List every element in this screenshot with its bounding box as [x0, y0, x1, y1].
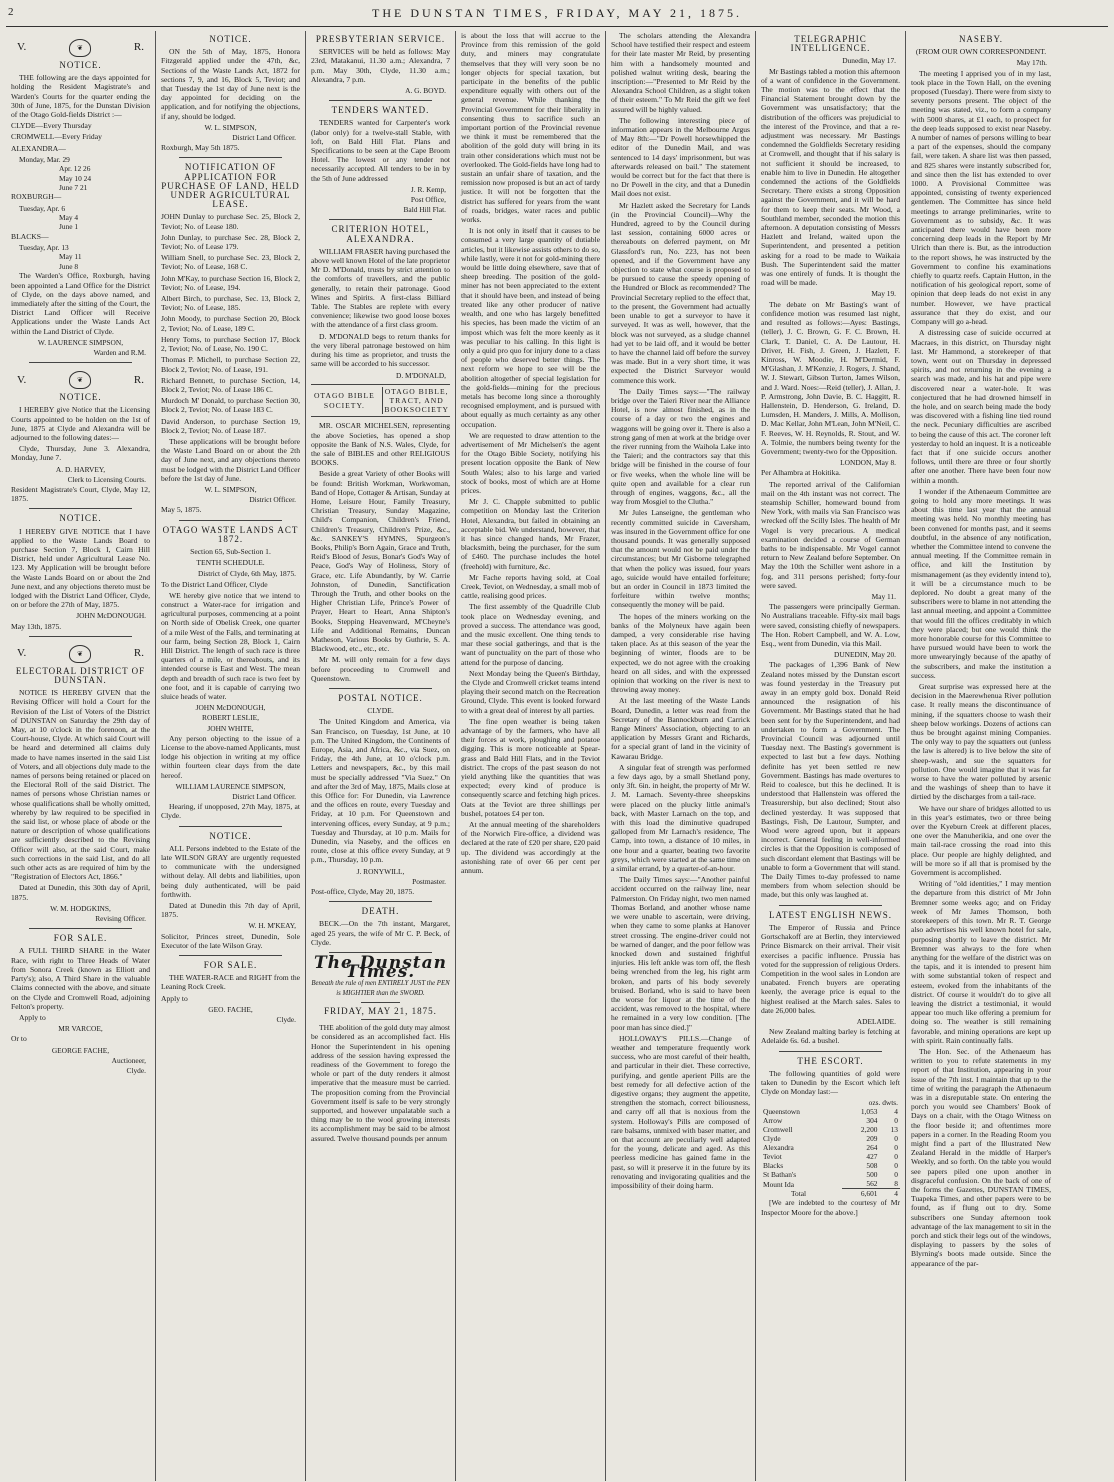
article-paragraph: The reported arrival of the Californian mail on the 4th instant was not correct. The steamship Schiller, homeward bound from New York, with mails via San Francisco was wrecked off the Scilly Isles. The health of Mr Vogel is very precarious. A medical examination decided a course of German baths to be indispensable. Mr Vogel cannot return to New Zealand before September. On May the 10th the Schiller went ashore in a fog, and 311 persons perished; forty-four were saved. [761, 479, 900, 590]
divider [179, 157, 282, 158]
signature-title: District Land Officer. [232, 133, 296, 143]
postal-body: The United Kingdom and America, via San Francisco, on Tuesday, 1st June, at 10 p.m. The United Kingdom, the Continents of Europe, Asia, and Africa, &c., via Suez, on Friday, the 4th June, at 10 o'clock p.m. Letters and newspapers, &c., by this mail must be specially addressed "Via Suez." On and after the 3rd of May, 1875, Mails close at this Office for: For Dunedin, via Lawrence and the offices en route, every Tuesday and Friday, at 10 p.m. For Queenstown and intervening offices, every Sunday, at 9 p.m.; Tuesday and Thursday, at 10 p.m. Mails for Dunedin, via Naseby, and the offices en route, close at this office every Sunday, at 9 p.m., Thursday, 10 p.m. [311, 717, 450, 865]
telegraphic-heading: TELEGRAPHIC INTELLIGENCE. [790, 34, 871, 54]
royal-crest: V. ❦ R. [17, 371, 144, 389]
divider [329, 219, 432, 220]
signature: JOHN McDONOUGH. [76, 611, 146, 621]
article-paragraph: Great surprise was expressed here at the decision in the Maerewhenua River pollution case. It really means the discontinuance of mining, if the squatters choose to wash their sheep below workings. Dozens of actions can thus be brought against mining Companies. The only way to pay the squatters out (unless the law is altered) is to live below the site of sheep-wash, and sue the squatters for pollution. One would imagine that it was far worse to have the water polluted by arsenic and the washings of sheep than to have it dirtied by the discharges from a tail-race. [911, 682, 1051, 802]
dateline: May 11. [871, 591, 896, 601]
naseby-sub: (FROM OUR OWN CORRESPONDENT. [915, 47, 1047, 57]
bible-footer: Mr M. will only remain for a few days before proceeding to Cromwell and Queenstown. [311, 655, 450, 683]
waste-lands-body: WE hereby give notice that we intend to construct a Water-race for irrigation and agricultural purposes, commencing at a point on North side of Obelisk Creek, one quarter of a mile West of the Falls, and terminating at our farm, being Section 28, Block 1, Cairn Hill District. The length of such race is three quarters of a mile, or thereabouts, and its intended course is East and West. The mean depth and breadth of such race is two feet by one foot, and it is capable of carrying two sluice heads of water. [161, 590, 300, 701]
article-paragraph: The first assembly of the Quadrille Club took place on Wednesday evening, and proved a success. The attendance was good, and the music excellent. One thing tends to mar these social gatherings, and that is the want of punctuality on the part of those who attend for the purpose of dancing. [461, 602, 600, 667]
table-cell: 209 [866, 1134, 878, 1144]
list-item: John Moody, to purchase Section 20, Block 2, Teviot; No. of Lease, 189 C. [161, 314, 300, 333]
article-paragraph: The debate on Mr Basting's want of confidence motion was resumed last night, and resulted as follows:—Ayes: Bastings, (teller), J. C. Brown, G. F. C. Brown, H. Clark, T. Daniel, C. A. De Lautour, H. Driver, H. Fish, J. Green, J. Hazlett, F. Kinross, W. Moodie, H. M'Dermid, F. M'Glashan, J. M'Kenzie, J. Rogers, J. Shand, W. J. Stewart, Gibson Turton, James Wilson, and J. Ward. Noes:—Reid (teller), J. Allan, J. P. Armstrong, John Davie, B. C. Haggitt, R. Hallenstein, D. Henderson, G. Ireland, D. Lumsden, H. Manders, J. Mills, A. Mollison, D. Mac Kellar, John M'Lean, John M'Neil, C. F. Reeves, W. H. Reynolds, R. Stout, and W. A. Tolmie, the numbers being twenty for the Government; twenty-two for the Opposition. [761, 299, 900, 456]
table-cell: 264 [866, 1143, 878, 1153]
article-paragraph: A distressing case of suicide occurred at Macraes, in this district, on Thursday night last. Mr Hammond, a storekeeper of that town, went out on Thursday in depressed spirits, and not returning in the evening a search was made, and his hat and pipe were discovered near a water-hole. It was conjectured that he had drowned himself in the hole, and on search being made the body was discovered with a fishing line tied round the neck. Pecuniary difficulties are ascribed to being the cause of this act. The coroner left yesterday to hold an inquest. It is a noticeable fact that if one suicide occurs another follows, until there are three or four shortly after one another. There have been four now within a month. [911, 328, 1051, 485]
divider [179, 826, 282, 827]
signature-title: Auctioneer, [111, 1055, 146, 1065]
signature: J. RONYWILL, [356, 866, 405, 876]
table-cell: 8 [894, 1179, 898, 1189]
table-cell: 0 [894, 1143, 898, 1153]
postal-date: Post-office, Clyde, May 20, 1875. [311, 887, 415, 897]
application-date: May 5, 1875. [161, 505, 202, 515]
divider [179, 955, 282, 956]
court-alexandra: ALEXANDRA— [11, 143, 66, 153]
article-paragraph: Mr Jules Lanseigne, the gentleman who recently committed suicide in Caversham, was insured in the Government office for one thousand pounds. It was generally supposed that the amount would not be paid under the circumstances; but Mr Gisborne telegraphed that when the policy was issued, four years ago, suicide would have entailed forfeiture; but an order in Council in 1873 limited the forfeiture within twelve months; consequently the money will be paid. [611, 508, 750, 610]
signature: W. LAURENCE SIMPSON, [37, 337, 124, 347]
notice-date: Dated at Dunedin this 7th day of April, 1875. [161, 901, 300, 920]
table-header: ozs. dwts. [868, 1098, 898, 1108]
list-item: Albert Birch, to purchase, Sec. 13, Block 2, Teviot; No. of Lease, 185. [161, 294, 300, 313]
waste-lands-hearing: Hearing, if unopposed, 27th May, 1875, at Clyde. [161, 802, 300, 821]
table-cell: 1,053 [860, 1107, 878, 1117]
list-item: Murdoch M' Donald, to purchase Section 30, Block 2, Teviot; No. of Lease 183 C. [161, 396, 300, 415]
signature: JOHN WHITE, [207, 723, 254, 733]
escort-intro: The following quantities of gold were taken to Dunedin by the Escort which left Clyde on Monday last:— [761, 1068, 900, 1097]
table-cell: 6,601 [842, 1189, 879, 1199]
notice-body: I HEREBY GIVE NOTICE that I have applied to the Waste Lands Board to purchase Section 7, Block I, Cairn Hill District, held under Agricultural Lease No. 123. My Application will be brought before the Waste Lands Board on or about the 2nd June next, and any objections thereto must be lodged with the District Land Officer, Clyde, on or before the 27th of May, 1875. [11, 526, 150, 610]
signature: MR VARCOE, [58, 1024, 103, 1034]
waste-lands-objection: Any person objecting to the issue of a License to the above-named Applicants, must lodge his objection in writing at my office within fourteen clear days from the date hereof. [161, 733, 300, 780]
signature: A. D. HARVEY, [55, 464, 106, 474]
list-item: Thomas P. Michell, to purchase Section 22, Block 2, Teviot; No. of Lease, 191. [161, 355, 300, 374]
waste-lands-heading: OTAGO WASTE LANDS ACT 1872. [162, 524, 299, 544]
court-cromwell: CROMWELL—Every Friday [11, 132, 102, 142]
waste-lands-schedule: TENTH SCHEDULE. [196, 558, 265, 568]
article-paragraph: The Hon. Sec. of the Athenaeum has written to you to refute statements in my report of that Institution, appearing in your issue of the 7th inst. I maintain that up to the time of writing the paragraph the Athenaeum was in a disreputable state. On entering the porch you would see Chambers' Book of Days on a chair, with the Otago Witness on the floor beside it; and oftentimes more papers in a corner. In the Reading Room you might find a part of the Illustrated New Zealand Herald in the middle of Harper's Weekly, and so forth. On the table you would see papers piled one upon another in disgraceful confusion. On the back of one of the forms the Gazettes, DUNSTAN TIMES, Tuapeka Times, and other papers were to be found, as if flung out to dry. Some subscribers one Sunday afternoon took advantage of the lax management to sit in the porch and stick their legs out of the windows, displaying to passers by the soles of Blyrning's boots made outside. Since the appearance of the par- [911, 1046, 1051, 1268]
court-clyde: CLYDE—Every Thursday [11, 121, 92, 131]
court-blacks: BLACKS— [11, 231, 49, 241]
table-cell: 0 [894, 1161, 898, 1171]
divider [329, 100, 432, 101]
article-paragraph: The packages of 1,396 Bank of New Zealand notes missed by the Dunstan escort was found yesterday in the Treasury put away in an empty gold box. Donald Reid announced the resignation of his Government. Mr Bastings stated that he had been sent for by the Superintendent, and had undertaken to form a Government. The Provincial Council was adjourned until Tuesday next. The Basting's government is expected to last but a few days. Nothing definite has yet been settled re new Government. Bastings has made overtures to Reid to coalesce, but this he declined. It is understood that Hallenstein was offered the Treasurership, but also declined; Stout also declined yesterday. It was supposed that Bastings, Fish, De Lautour, Sumpter, and Wood were agreed upon, but it appears incorrect. General feeling in well-informed circles is that the Opposition is composed of such discordant element that Bastings will be unable to form a Government that will stand. The Daily Times to-day professed to name members from whom selection should be made, but this only was laughed at. [761, 660, 900, 900]
table-cell: 0 [894, 1116, 898, 1126]
crest-icon: ❦ [69, 645, 91, 663]
table-row [761, 1179, 900, 1189]
signature: GEORGE FACHE, [51, 1045, 110, 1055]
bible-society-left: OTAGO BIBLE SOCIETY. [313, 391, 375, 410]
waste-lands-district: District of Clyde, 6th May, 1875. [197, 569, 296, 579]
masthead-title: THE DUNSTAN TIMES, FRIDAY, MAY 21, 1875. [372, 6, 742, 20]
date-item: May 4 [59, 213, 79, 223]
forsale-apply: Apply to [161, 993, 188, 1003]
signature: WILLIAM LAURENCE SIMPSON, [175, 781, 286, 791]
column-7 [906, 31, 1056, 1481]
signature-title: Warden and R.M. [93, 347, 146, 357]
crest-icon: ❦ [69, 39, 91, 57]
article-paragraph: The following interesting piece of information appears in the Melbourne Argus of May 8th:—"Dr Powell horsewhipped the editor of the Dunedin Mail, and was sentenced to 14 days' imprisonment, but was afterwards released on bail." The statement would be correct but for the fact that there is no Dr Powell in the city, and that a Dunedin Mail does not exist. [611, 115, 750, 199]
waste-lands-to: To the District Land Officer, Clyde [161, 579, 268, 589]
table-cell: 500 [866, 1170, 878, 1180]
signature: JOHN McDONOUGH, [195, 703, 266, 713]
dateline: Dunedin, May 17. [842, 56, 896, 66]
divider [29, 928, 132, 929]
table-row [761, 1161, 900, 1170]
article-paragraph: The Emperor of Russia and Prince Gortschakoff are at Berlin, they interviewed Prince Bismarck on their arrival. Their visit exercises a pacific influence. Prussia has voted for the suppression of religious Orders. Competition in the wool sales in London are unabated. French buyers are operating keenly, the average price is equal to the highest realised at the March sales. Sales to date 26,000 bales. [761, 922, 900, 1015]
signature: W. L. SIMPSON, [204, 484, 257, 494]
dateline-sub: Per Alhambra at Hokitika. [761, 468, 841, 478]
table-row [761, 1170, 900, 1179]
column-3 [306, 31, 456, 1481]
date-item: May 11 [59, 252, 82, 262]
signature-line: Post Office, [410, 195, 446, 205]
notice-body: THE following are the days appointed for holding the Resident Magistrate's and Warden's Courts for the quarter ending the 30th of June, 1875, for the Dunstan Division of the Otago Gold-fields District :— [11, 73, 150, 120]
royal-crest: V. ❦ R. [17, 39, 144, 57]
article-paragraph: At the annual meeting of the shareholders of the Norwich Fire-office, a dividend was declared at the rate of £20 per share, £20 paid up. The dividend was accordingly at the astonishing rate of over 66 per cent per annum. [461, 820, 600, 876]
electoral-date: Dated at Dunedin, this 30th day of April, 1875. [11, 883, 150, 902]
signature: W. L. SIMPSON, [204, 122, 257, 132]
date-item: May 10 24 [59, 173, 92, 183]
english-news-heading: LATEST ENGLISH NEWS. [768, 909, 893, 920]
date-item: Tuesday, Apr. 13 [19, 243, 69, 253]
article-paragraph: The scholars attending the Alexandra School have testified their respect and esteem for their late master Mr Reid, by presenting him with a handsomely mounted and polished walnut writing desk, bearing the inscription:—"Presented to Mr Reid by the Alexandra School Children, as a slight token of their esteem." To Mr Reid the gift we feel assured will be highly valued. [611, 31, 750, 114]
divider [29, 636, 132, 637]
date-item: June 7 21 [59, 183, 88, 193]
paper-title: The Dunstan Times. [313, 953, 447, 983]
column-2 [156, 31, 306, 1481]
article-paragraph: HOLLOWAY'S PILLS.—Change of weather and temperature frequently work success, who are most careful of their health, and particular in their diet. These corrective, purifying, and gentle aperient Pills are the best remedy for all defective action of the digestive organs; they augment the appetite, strengthen the stomach, correct biliousness, and carry off all that is noxious from the system. Holloway's Pills are composed of rare balsams, unmixed with baser matter, and on that account are peculiarly well adapted for the young, delicate and aged. As this peerless medicine has gained fame in the past, so will it preserve it in the future by its renovating and invigorating qualities and the impossibility of their doing harm. [611, 1033, 750, 1190]
application-list [161, 212, 300, 434]
notice-heading: NOTICE. [59, 513, 102, 524]
article-paragraph: Mr Bastings tabled a motion this afternoon of a want of confidence in the Government. The motion was to the effect that the Financial Statement brought down by the Government was unsatisfactory; that the distribution of the officers was prejudicial to the interest of the Province, and that a re-adjustment was necessary. Mr Bastings condemned the Goldfields Secretary residing at Cromwell, and thought that if his salary is not sufficient it should be increased, to enable him to live in Dunedin. He altogether condemned the actions of the Goldfields Secretary. There exists a strong Opposition against the Government, and it will be hard for them to keep their seats. Mr Wood, a Southland member, seconded the motion this afternoon. A deputation consisting of Messrs Hazlett and Ireland, waited upon the Superintendent, and presented a petition asking for a road to be made to Waikaia Bush. The Superintendent said the matter was one entirely of funds. It is thought the road will be made. [761, 66, 900, 288]
tenders-body: TENDERS wanted for Carpenter's work (labor only) for a twelve-stall Stable, with loft, on Bald Hill Flat. Plans and Specifications to be seen at the Cape Broom Hotel. The lowest or any tender not necessarily accepted. All tenders to be in by the 5th of June addressed [311, 118, 450, 183]
table-cell: 4 [879, 1189, 900, 1199]
article-paragraph: At the last meeting of the Waste Lands Board, Dunedin, a letter was read from the Secretary of the Bannockburn and Carrick Range Miners' Association, objecting to an application by Messrs Grant and Richards, for a special grant of land in the vicinity of Kawarau Bridge. [611, 696, 750, 761]
article-paragraph: Writing of "old identities," I may mention the departure from this district of Mr John Bremner some weeks ago; and on Friday week of Mr James Thomson, both storekeepers of this town. Mr R. T. George also advertises his well known hotel for sale, purposing shortly to leave the district. Mr Bremner was always to the fore when anything for the welfare of the district was on the tapis, and it is intended to present him with some substantial token of respect and esteem, evoked from the inhabitants of the district. Of course it wouldn't do to give all leaving the district a testimonial, it would appear too much like offering a premium for doing so. The weather is still remaining favorable, and mining operations are kept up with spirit. Rain continually falls. [911, 879, 1051, 1045]
table-total-row [761, 1189, 900, 1199]
list-item: John Dunlay, to purchase Sec. 28, Block 2, Teviot; No. of Lease 179. [161, 232, 300, 252]
editorial-date: FRIDAY, MAY 21, 1875. [324, 1005, 437, 1016]
presbyterian-body: SERVICES will be held as follows: May 23rd, Matakanui, 11.30 a.m.; Alexandra, 7 p.m. May 30th, Clyde, 11.30 a.m.; Alexandra, 7 p.m. [311, 47, 450, 84]
hotel-thanks: D. M'DONALD begs to return thanks for the very liberal patronage bestowed on him during his time as proprietor, and trusts the same will be accorded to his successor. [311, 331, 450, 369]
table-cell: Blacks [763, 1161, 784, 1171]
death-heading: DEATH. [361, 906, 400, 917]
table-row [761, 1116, 900, 1125]
divider [329, 688, 432, 689]
signature-title: District Land Officer. [232, 792, 296, 802]
presbyterian-heading: PRESBYTERIAN SERVICE. [315, 34, 446, 44]
wardens-office-text: The Warden's Office, Roxburgh, having been appointed a Land Office for the District of Clyde, on the days above named, and immediately after the sitting of the Court, the District Land Officer will Receive Applications under the Waste Lands Act within the Land District of Clyde. [11, 271, 150, 336]
electoral-heading: ELECTORAL DISTRICT OF DUNSTAN. [15, 665, 146, 685]
article-paragraph: Mr J. C. Chapple submitted to public competition on Monday last the Criterion Hotel, Alexandra, but failed in obtaining an acceptable bid. We understand, however, that it has since changed hands, Mr Frazer, blacksmith, being the purchaser, for the sum of £460. The purchase includes the hotel (freehold) with furniture, &c. [461, 497, 600, 571]
royal-crest: V. ❦ R. [17, 645, 144, 663]
notice-heading: NOTICE. [209, 830, 252, 841]
table-row [761, 1143, 900, 1152]
list-item: Henry Toms, to purchase Section 17, Block 2, Teviot; No. of Lease, No. 190 C. [161, 334, 300, 354]
notice-dates: Clyde, Thursday, June 3. Alexandra, Monday, June 7. [11, 444, 150, 463]
signature-title: District Officer. [249, 495, 296, 505]
table-cell: 427 [866, 1152, 878, 1162]
divider [29, 508, 132, 509]
notice-heading: NOTICE. [209, 34, 252, 44]
column-1 [6, 31, 156, 1481]
article-paragraph: Next Monday being the Queen's Birthday, the Clyde and Cromwell cricket teams intend playing their second match on the Recreation Ground, Clyde. This event is looked forward to with a great deal of interest by all parties. [461, 668, 600, 715]
forsale-body: A FULL THIRD SHARE in the Water Race, with right to Three Heads of Water from Sonora Creek (known as Elliott and Party's); also, A Third Share in the valuable Claims connected with the above, and situate on the Clyde and Cromwell Road, adjoining Felton's property. [11, 946, 150, 1011]
article-paragraph: New Zealand malting barley is fetching at Adelaide 6s. 6d. a bushel. [761, 1027, 900, 1046]
table-row [761, 1125, 900, 1134]
paper-motto: Beneath the rule of men ENTIRELY JUST the PEN is MIGHTIER than the SWORD. [311, 980, 450, 997]
article-paragraph: The meeting I apprised you of in my last, took place in the Town Hall, on the evening proposed (Tuesday). There were from sixty to seventy persons present. The object of the meeting was stated, viz., to form a company with 5000 shares, at £1 each, to prospect for the deep leads supposed to exist near Naseby. A number of names of persons willing to bear a part of the expenses, should the company fail, were taken. A share list was then passed, and 825 shares were instantly subscribed for, and since then the list has extended to over 1000. A Provisional Committee was appointed, consisting of twenty experienced gentlemen. The Committee has since held meetings to arrange preliminaries, write to Government as to subsidy, &c. It was anticipated there would have been more concerning deep leads in the Report by Mr Ulrich than there is. But, as the introduction to the report shows, he was instructed by the Government to confine his examinations chiefly to quartz reefs. Captain Hutton, in the notification of his geological report, some of opinion that deep leads do not exist in any number. However, we have practical assurance that they do exist, and our Company will go a-head. [911, 68, 1051, 327]
signature-title: Postmaster. [412, 876, 446, 886]
signature: ROBERT LESLIE, [202, 713, 259, 723]
forsale-or: Or to [11, 1034, 27, 1044]
forsale-apply: Apply to [19, 1012, 46, 1022]
column-4 [456, 31, 606, 1481]
signature: W. M. HODGKINS, [50, 903, 111, 913]
table-cell: St Bathan's [763, 1170, 797, 1180]
postal-heading: POSTAL NOTICE. [338, 693, 423, 703]
article-paragraph: is about the loss that will accrue to the Province from this remission of the gold duty, and miners may congratulate themselves that they will very soon be no longer objects for special taxation, but participate in the benefits of the public expenditure equally with others out of the general revenue. While thanking the Provincial Government for their liberality in consenting thus to sacrifice such an important portion of the Provincial revenue we think it must be remembered that the abolition of the gold duty will bring in its train other considerations which must not be overlooked. The Gold-fields have long had to sustain an unfair share of taxation, and the remission now proposed is but an act of tardy justice. It will not be forgotten that the district has suffered for years from the want of roads, bridges, water races and public works. [461, 31, 600, 225]
masthead [6, 4, 1108, 27]
date-item: Apr. 12 26 [59, 164, 91, 174]
table-row [761, 1152, 900, 1161]
table-cell: Cromwell [763, 1125, 793, 1135]
dateline: May 17th. [1016, 58, 1047, 68]
editorial-body: THE abolition of the gold duty may almost be considered as an accomplished fact. His Honor the Superintendent in his opening address of the session having expressed the readiness of the Government to forego the whole or part of the duty renders it almost imperative that the measure must be carried. The proposition coming from the Provincial Government itself is safe to be very strongly supported, and however unpalatable such a thing may be to the wool growing interests its accomplishment may be said to be almost assured. Twelve thousand pounds per annum [311, 1023, 450, 1143]
notice-body: ALL Persons indebted to the Estate of the late WILSON GRAY are urgently requested to communicate with the undersigned without delay. All debts and liabilities, upon being duly authenticated, will be paid forthwith. [161, 843, 300, 899]
signature: GEO. FACHE, [208, 1004, 253, 1014]
article-paragraph: Mr Hazlett asked the Secretary for Lands (in the Provincial Council)—Why the Hundred, agreed to by the Council during last session, containing 6000 acres or thereabouts on deferred payment, on Mr Glassford's run, No. 223, has not been opened, and if the Government have any objection to state what course is proposed to be pursued to cause the speedy opening of the Hundred or Block as recommended? The Provincial Secretary replied to the effect that, to the present, the Government had actually been unable to get a surveyor to have it surveyed. It was as well, however, that the block was not surveyed, as a sludge channel had yet to be laid off, and it would be better to have the channel laid off before the survey was made. But in a very short time, it was expected the District Surveyor would commence this work. [611, 200, 750, 385]
page-number: 2 [8, 6, 14, 18]
signature: J. R. Kemp, [410, 184, 446, 194]
notice-body: ON the 5th of May, 1875, Honora Fitzgerald applied under the 47th, &c, Sections of the Waste Lands Act, 1872 for sections 7, 9, and 16, Block 5, Teviot; and that Tuesday the 1st day of June next is the day appointed for deciding on the application, and for notifying the objections, if any, should be lodged. [161, 47, 300, 121]
electoral-body: NOTICE IS HEREBY GIVEN that the Revising Officer will hold a Court for the Revision of the List of Voters of the District of DUNSTAN on Saturday the 29th day of May, at 10 o'clock in the forenoon, at the Court-house, Clyde. At which said Court will be heard and determined all claims duly made to have names inserted in the said List of Voters, and all objections duly made to the names of persons being retained or placed on the Electoral Roll of the said District. The names of persons whose Christian names or whose qualifications shall be wholly omitted, whereby by law required to be specified in the said list, or whose place of abode or the nature or description of whose qualifications are sufficiently described to the Revising Officer will also, at the said Court, make such corrections in the said List, and do all such other acts as are required of him by the "Registration of Electors Act, 1866." [11, 688, 150, 882]
application-footer: These applications will be brought before the Waste Land Board on or about the 2th day of June next, and any objections thereto must be lodged with the District Land Officer before the 1st day of June. [161, 436, 300, 483]
notice-heading: NOTICE. [59, 60, 102, 70]
table-cell: 0 [894, 1134, 898, 1144]
signature-line: Bald Hill Flat. [403, 205, 446, 215]
article-paragraph: The Daily Times says:—"Another painful accident occurred on the railway line, near Palmerston. On Friday night, two men named Thomas Borland, and another whose name we were unable to ascertain, were driving, when they came to some planks at Hanover street crossing. The engine-driver could not be warned of danger, and the poor fellow was knocked down and sustained frightful injuries. His left ankle was torn off, the flesh being wrenched from the leg, his right arm broken, and parts of his body severely bruised. Borland, who is said to have been the worse for liquor at the time of the accident, was removed to the hospital, where he remained in a very low condition. [The poor man has since died.]" [611, 875, 750, 1032]
column-6 [756, 31, 906, 1481]
signature-title: Solicitor, Princes street, Dunedin, Sole Executor of the late Wilson Gray. [161, 931, 300, 950]
divider [361, 1019, 400, 1020]
table-cell: Mount Ida [763, 1179, 794, 1189]
table-cell: 2,200 [860, 1125, 878, 1135]
signature-title: Clerk to Licensing Courts. [67, 474, 146, 484]
table-row [761, 1107, 900, 1116]
list-item: David Anderson, to purchase Section 19, Block 2, Teviot; No. of Lease 187. [161, 416, 300, 435]
table-row [761, 1134, 900, 1143]
signature-title: Revising Officer. [95, 914, 146, 924]
article-paragraph: It is not only in itself that it causes to be consumed a very large quantity of dutiable articles, but it likewise assists others to do so, while lastly, were it not for gold-mining there would be little doing elsewhere, save that of sheep breeding. The position of the gold-miner has not been appreciated to the extent that it should have been, and instead of being treated like any other producer of native wealth, and one who has largely benefitted his species, has been made the victim of an impost which was felt the more keenly as it was peculiar to his calling. In this light is only a quid pro quo for injury done to a class of people who deserved better things. The next reform we hope to see will be the abolition altogether of special legislation for the gold-fields—mining for the precious metals has become long since a thoroughly recognised employment, and is pursued with about equally as much certainty as any other occupation. [461, 226, 600, 429]
table-cell: Teviot [763, 1152, 782, 1162]
forsale-heading: FOR SALE. [203, 960, 258, 971]
columns [6, 31, 1108, 1481]
date-item: June 8 [59, 261, 79, 271]
divider [29, 362, 132, 363]
table-cell: Arrow [763, 1116, 783, 1126]
dateline: ADELAIDE. [856, 1016, 896, 1026]
date-item: Monday, Mar. 29 [19, 154, 70, 164]
hotel-body: WILLIAM FRASER having purchased the above well known Hotel of the late proprietor Mr D. M'Donald, trusts by strict attention to the comforts of travellers, and the public generally, to retain their patronage. Good Wines and Spirits. A first-class Billiard Table. The Stables are replete with every convenience; likewise two good loose boxes with the attendance of a first class groom. [311, 246, 450, 330]
bible-body: MR. OSCAR MICHELSEN, representing the above Societies, has opened a shop opposite the Bank of N.S. Wales, Clyde, for the sale of BIBLES and other RELIGIOUS BOOKS. [311, 421, 450, 468]
signature: A. G. BOYD. [405, 86, 446, 96]
bible-body-books: Beside a great Variety of other Books will be found: British Workman, Workwoman, Band of Hope, Cottager & Artisan, Sunday at Home, Leisure Hour, Family Treasury, Christian Treasury, Sunday Magazine, Child's Companion, Children's Friend, Children's Treasury, Children's Prize, &c., &c. SANKEY'S HYMNS, Spurgeon's Books, Philip's Born Again, Grace and Truth, Reid's Blood of Jesus, Bonar's God's Way of Peace, God's Way of Holiness, Story of Grace, etc. Life Abundantly, by W. Carrie Johnston, of Dunedin, Sanctification Through the Truth, and other books on the Higher Christian Life, Prince's Power of Prayer, Heart to Heart, Anna Shipton's Books, Stepping Heavenward, M'Cheyne's Life and Additional Remains, Duncan Matheson, Various Books by Guthrie, S. A. Blackwood, etc., etc., etc. [311, 469, 450, 654]
bible-society-header [311, 384, 450, 418]
table-cell: 13 [890, 1125, 898, 1135]
table-cell: 508 [866, 1161, 878, 1171]
divider [329, 901, 432, 902]
signature-place: Clyde. [126, 1065, 146, 1075]
postal-sub: CLYDE. [367, 706, 394, 716]
table-cell: 4 [894, 1107, 898, 1117]
article-paragraph: The fine open weather is being taken advantage of by the farmers, who have all their forces at work, ploughing and potatoe digging. This is more noticeable at Spear-grass and Bald Hill Flats, and in the Teviot district. The crops of the past season do not yield anything like the quantities that was expected; every kind of produce is consequently scarce and fetching high prices. Oats at the Teviot are three shillings per bushel, potatoes £4 per ton. [461, 716, 600, 818]
notice-place: Roxburgh, May 5th 1875. [161, 143, 240, 153]
table-cell: 304 [866, 1116, 878, 1126]
table-cell: Alexandra [763, 1143, 794, 1153]
article-paragraph: The Daily Times says:—"The railway bridge over the Taieri River near the Alliance Hotel, is now almost finished, as in the course of a day or two the engines and waggons will be going over it. There is also a strong gang of men at work at the bridge over the river running from the Waihola Lake into the Taieri; and the contractors say that this bridge will be finished in the course of four or five weeks, when the whole line will be quite open and available for a clear run through of engines, waggons, &c., all the way from Mosgiel to the Clutha." [611, 386, 750, 507]
escort-footer: [We are indebted to the courtesy of Mr Inspector Moore for the above.] [761, 1198, 900, 1217]
hotel-heading: CRITERION HOTEL, ALEXANDRA. [331, 224, 430, 244]
dateline: LONDON, May 8. [840, 458, 896, 468]
dateline: May 19. [871, 289, 896, 299]
date-item: Tuesday, Apr. 6 [19, 203, 66, 213]
notice-date: May 13th, 1875. [11, 621, 62, 631]
crest-icon: ❦ [69, 371, 91, 389]
forsale-body: THE WATER-RACE and RIGHT from the Leaning Rock Creek. [161, 973, 300, 992]
article-paragraph: Mr Fache reports having sold, at Coal Creek, Teviot, on Wednesday, a small mob of cattle, realising good prices. [461, 572, 600, 601]
list-item: Richard Bennett, to purchase Section, 14, Block 2, Teviot; No. of Lease 186 C. [161, 375, 300, 394]
table-cell: 562 [866, 1179, 878, 1189]
waste-lands-section: Section 65, Sub-Section 1. [190, 546, 271, 556]
divider [779, 1051, 882, 1052]
table-cell: Clyde [763, 1134, 781, 1144]
divider [179, 520, 282, 521]
table-cell: 0 [894, 1170, 898, 1180]
divider [361, 1002, 400, 1003]
table-cell: Queenstown [763, 1107, 800, 1117]
application-heading: NOTIFICATION OF APPLICATION FOR PURCHASE OF LAND, HELD UNDER AGRICULTURAL LEASE. [161, 162, 300, 210]
article-paragraph: We are requested to draw attention to the advertisement of Mr Michelsen's the agent for the Otago Bible Society, notifying his present location opposite the Bank of New South Wales; also to his large and varied stock of books, most of which are at Home prices. [461, 430, 600, 495]
list-item: William Snell, to purchase Sec. 23, Block 2, Teviot; No. of Lease, 168 C. [161, 253, 300, 272]
table-cell: 0 [894, 1152, 898, 1162]
bible-society-right: OTAGO BIBLE, TRACT, AND BOOKSOCIETY [382, 387, 450, 415]
blacks-dates [11, 243, 150, 271]
notice-heading: NOTICE. [59, 392, 102, 403]
escort-table [761, 1098, 900, 1198]
forsale-heading: FOR SALE. [53, 933, 108, 944]
article-paragraph: I wonder if the Athenaeum Committee are going to hold any more meetings. It was about this time last year that the annual meeting was held. No monthly meeting has been convened for months past, and it seems doubtful, in the absence of any notification, whether the Committee intend to convene the annual meeting. If the Committee remain in office, and kill the Institution by mismanagement (as they evidently intend to), it will be a circumstance much to be deplored. No doubt a great many of the subscribers were to blame in not attending the last annual meeting, and appoint a Committee that would fill the offices creditably in which they were placed; but one would think the more honorable course for this Committee to have pursued would have been to work the more unwearyingly because of the apathy of the subscribers, and make the institution a success. [911, 486, 1051, 680]
date-item: June 1 [59, 222, 79, 232]
roxburgh-dates [11, 204, 150, 232]
list-item: John M'Kay, to purchase Section 16, Block 2, Teviot; No. of Lease, 194. [161, 273, 300, 292]
table-cell: Total [791, 1189, 807, 1199]
signature-place: Clyde. [276, 1015, 296, 1025]
dateline: DUNEDIN, May 20. [834, 650, 896, 660]
table-header-row [761, 1098, 900, 1107]
alexandra-dates [11, 155, 150, 193]
tenders-heading: TENDERS WANTED. [331, 105, 430, 116]
article-paragraph: A singular feat of strength was performed a few days ago, by a small Shetland pony, only 3ft. 6in. in height, the property of Mr W. J. M. Larnach. Seventy-three sheepskins were placed on the plucky little animal's back, with Master Larnach on the top, and with this load the diminutive quadruped galloped from Mr Larnach's residence, The Camp, into town, a distance of 10 miles, in one hour and a quarter, beating two favorite greys, which were started at the same time on a similar errand, by a quarter-of-an-hour. [611, 762, 750, 874]
article-paragraph: The passengers were principally German. No Australians traceable. Fifty-six mail bags were saved, consisting chiefly of newspapers. The Hon. Robert Campbell, and W. A. Low, Esq., went from Dunedin, via this Mail. [761, 602, 900, 648]
column-5 [606, 31, 756, 1481]
notice-body: I HEREBY give Notice that the Licensing Courts appointed to be holden on the 1st of June, 1875 at Clyde and Alexandra will be adjourned to the following dates:— [11, 405, 150, 442]
article-paragraph: We have our share of bridges allotted to us in this year's estimates, two or three being over the Kyeburn Creek at different places, one over the Manuherikia, and one over the main tail-race crossing the road into this place. Our people are highly delighted, and will be more so if all that is promised by the Government is accomplished. [911, 803, 1051, 878]
court-roxburgh: ROXBURGH— [11, 192, 62, 202]
article-paragraph: The hopes of the miners working on the banks of the Molyneux have again been damped, a very considerable rise having taken place. As at this season of the year the beginning of winter, floods are to be expected, we do not agree with the croaking heard on all sides, and with the expressed opinion that working on the river is next to throwing away money. [611, 611, 750, 695]
signature: D. M'DONALD, [396, 370, 446, 380]
death-body: BECK.—On the 7th instant, Margaret, aged 25 years, the wife of Mr C. P. Beck, of Clyde. [311, 919, 450, 947]
divider [779, 905, 882, 906]
signature: W. H. M'KEAY, [248, 921, 296, 931]
escort-heading: THE ESCORT. [797, 1055, 864, 1066]
naseby-heading: NASEBY. [958, 34, 1004, 44]
list-item: JOHN Dunlay to purchase Sec. 25, Block 2, Teviot; No. of Lease 180. [161, 212, 300, 231]
notice-place: Resident Magistrate's Court, Clyde, May 12, 1875. [11, 484, 150, 504]
